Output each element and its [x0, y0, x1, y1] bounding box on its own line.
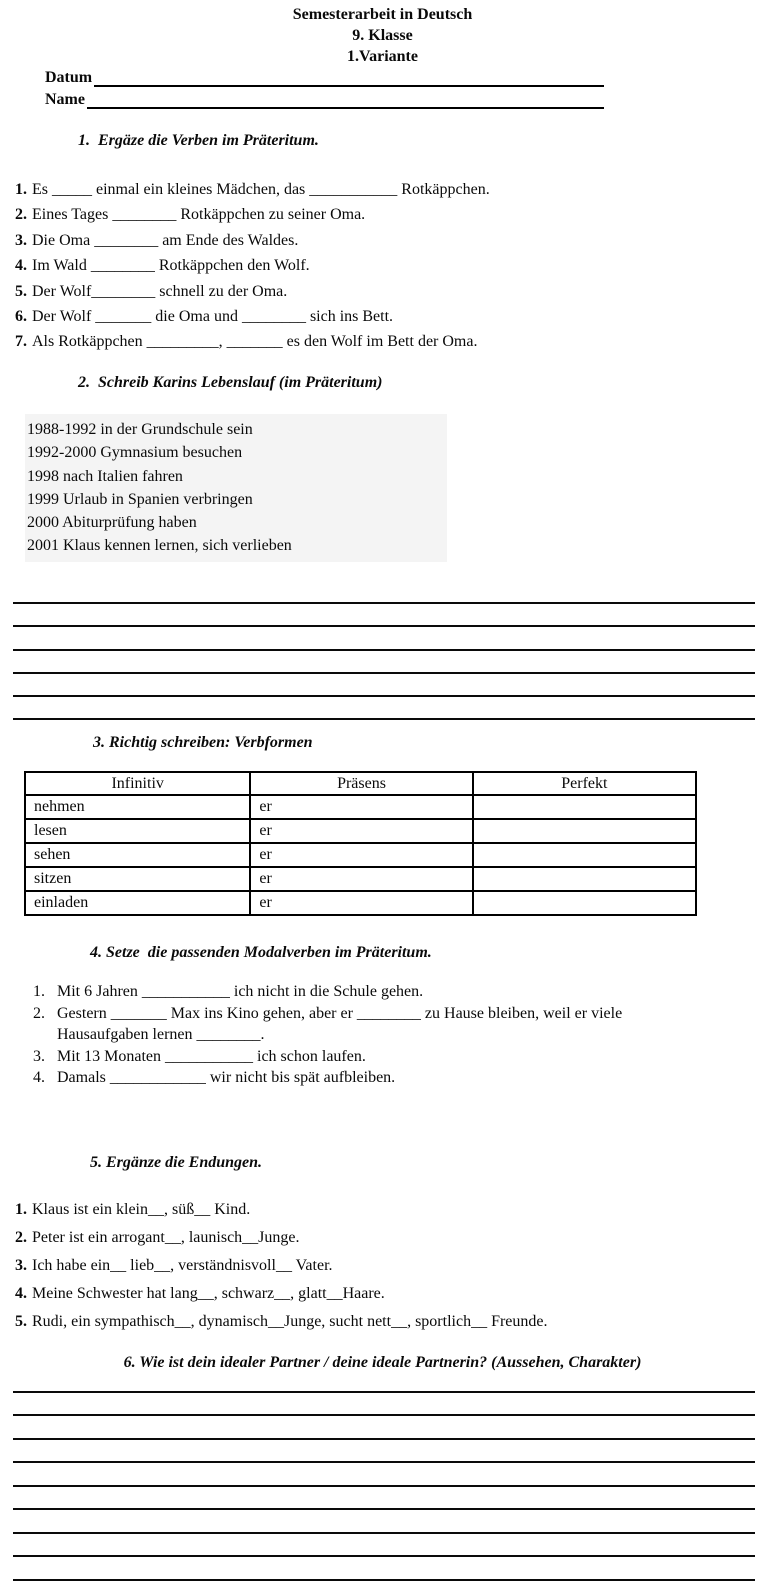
- table-row: [25, 867, 696, 891]
- cell-praesens: er: [250, 867, 472, 891]
- item-number: 2.: [33, 1004, 45, 1022]
- item-text: Mit 6 Jahren ___________ ich nicht in die Schule gehen.: [57, 983, 424, 1000]
- item-number: 1.: [15, 1201, 27, 1218]
- name-label: Name: [45, 91, 85, 108]
- section1-item: [15, 202, 760, 227]
- document-variant: 1.Variante: [347, 48, 418, 65]
- item-text: Rudi, ein sympathisch__, dynamisch__Junge, sucht nett__, sportlich__ Freunde.: [32, 1313, 548, 1330]
- cv-entry: 2001 Klaus kennen lernen, sich verlieben: [27, 537, 292, 555]
- section4-heading: 4. Setze die passenden Modalverben im Präteritum.: [90, 944, 432, 961]
- section5-item: [15, 1196, 760, 1224]
- item-number: 3.: [33, 1047, 45, 1065]
- item-number: 2.: [15, 1229, 27, 1246]
- section4-item: [33, 1067, 755, 1089]
- writing-line: [13, 674, 755, 697]
- writing-line: [13, 627, 755, 650]
- section5-item: [15, 1308, 760, 1336]
- col-header-praesens: Präsens: [250, 772, 472, 795]
- section5-item: [15, 1224, 760, 1252]
- verb-forms-table: [24, 771, 697, 916]
- section4-item: [33, 1003, 755, 1046]
- item-number: 6.: [15, 308, 27, 326]
- section1-item: [15, 177, 760, 202]
- cv-entry: 2000 Abiturprüfung haben: [27, 514, 197, 532]
- section1-item: [15, 329, 760, 354]
- section1-items: [15, 177, 760, 355]
- section4-item: [33, 1046, 755, 1068]
- section1-item: [15, 279, 760, 304]
- section5-item: [15, 1252, 760, 1280]
- item-number: 2.: [15, 206, 27, 224]
- item-text: Der Wolf _______ die Oma und ________ sich ins Bett.: [32, 308, 394, 326]
- table-row: [25, 843, 696, 867]
- writing-line: [13, 1463, 755, 1487]
- cell-praesens: er: [250, 843, 472, 867]
- writing-line: [13, 604, 755, 627]
- item-number: 4.: [15, 257, 27, 275]
- section1-item: [15, 253, 760, 278]
- cell-perfekt: [473, 891, 696, 915]
- item-text: Gestern _______ Max ins Kino gehen, aber er ________ zu Hause bleiben, weil er viele: [57, 1004, 623, 1022]
- document-title: Semesterarbeit in Deutsch: [292, 6, 473, 23]
- item-text: Ich habe ein__ lieb__, verständnisvoll__ Vater.: [32, 1257, 333, 1274]
- item-text: Damals ____________ wir nicht bis spät aufbleiben.: [57, 1069, 396, 1086]
- item-text: Eines Tages ________ Rotkäppchen zu seiner Oma.: [32, 206, 366, 224]
- section1-item: [15, 228, 760, 253]
- table-header-row: [25, 772, 696, 795]
- item-number: 3.: [15, 1257, 27, 1274]
- writing-line: [13, 1416, 755, 1440]
- cv-entry: 1992-2000 Gymnasium besuchen: [27, 444, 243, 462]
- item-number: 7.: [15, 333, 27, 351]
- section6-heading: 6. Wie ist dein idealer Partner / deine ideale Partnerin? (Aussehen, Charakter): [123, 1354, 642, 1371]
- document-grade: 9. Klasse: [352, 27, 413, 44]
- datum-blank-line: [94, 71, 604, 87]
- cell-perfekt: [473, 819, 696, 843]
- cell-perfekt: [473, 795, 696, 819]
- table-row: [25, 795, 696, 819]
- cell-infinitiv: einladen: [25, 891, 250, 915]
- section2-writing-lines: [13, 581, 755, 720]
- section5-items: [15, 1196, 760, 1336]
- cell-infinitiv: sehen: [25, 843, 250, 867]
- writing-line: [13, 1557, 755, 1581]
- section1-item: [15, 304, 760, 329]
- section2-heading: 2. Schreib Karins Lebenslauf (im Präteritum): [78, 374, 383, 391]
- item-number: 1.: [33, 983, 45, 1000]
- writing-line: [13, 697, 755, 720]
- datum-label: Datum: [45, 69, 93, 86]
- item-text: Klaus ist ein klein__, süß__ Kind.: [32, 1201, 251, 1218]
- cell-praesens: er: [250, 795, 472, 819]
- section5-heading: 5. Ergänze die Endungen.: [90, 1154, 263, 1171]
- cell-perfekt: [473, 843, 696, 867]
- writing-line: [13, 651, 755, 674]
- datum-field-row: [45, 69, 604, 87]
- writing-line: [13, 581, 755, 604]
- item-text: Im Wald ________ Rotkäppchen den Wolf.: [32, 257, 310, 275]
- item-text: Es _____ einmal ein kleines Mädchen, das ___________ Rotkäppchen.: [32, 181, 490, 198]
- col-header-infinitiv: Infinitiv: [25, 772, 250, 795]
- cell-perfekt: [473, 867, 696, 891]
- section6-writing-lines: [13, 1369, 755, 1581]
- item-text: Peter ist ein arrogant__, launisch__Junge.: [32, 1229, 300, 1246]
- item-text-continued: Hausaufgaben lernen ________.: [57, 1026, 265, 1043]
- item-number: 5.: [15, 282, 27, 300]
- section5-item: [15, 1280, 760, 1308]
- section1-heading: 1. Ergäze die Verben im Präteritum.: [78, 132, 319, 149]
- cv-entry: 1998 nach Italien fahren: [27, 467, 183, 485]
- writing-line: [13, 1510, 755, 1534]
- item-text: Die Oma ________ am Ende des Waldes.: [32, 231, 299, 249]
- item-text: Als Rotkäppchen _________, _______ es den Wolf im Bett der Oma.: [32, 333, 478, 351]
- item-text: Mit 13 Monaten ___________ ich schon laufen.: [57, 1047, 366, 1065]
- item-text: Der Wolf________ schnell zu der Oma.: [32, 282, 288, 300]
- table-row: [25, 819, 696, 843]
- cell-infinitiv: sitzen: [25, 867, 250, 891]
- col-header-perfekt: Perfekt: [473, 772, 696, 795]
- document-header: [0, 4, 765, 67]
- cv-entry: 1988-1992 in der Grundschule sein: [27, 421, 253, 438]
- item-text: Meine Schwester hat lang__, schwarz__, glatt__Haare.: [32, 1285, 385, 1302]
- name-field-row: [45, 91, 604, 109]
- item-number: 4.: [33, 1069, 45, 1086]
- writing-line: [13, 1487, 755, 1511]
- cell-praesens: er: [250, 819, 472, 843]
- writing-line: [13, 1440, 755, 1464]
- writing-line: [13, 1369, 755, 1393]
- item-number: 1.: [15, 181, 27, 198]
- section3-heading: 3. Richtig schreiben: Verbformen: [93, 734, 313, 751]
- cell-infinitiv: nehmen: [25, 795, 250, 819]
- section4-items: [33, 981, 755, 1089]
- section2-cv-list: [25, 414, 447, 562]
- table-row: [25, 891, 696, 915]
- cell-infinitiv: lesen: [25, 819, 250, 843]
- writing-line: [13, 1534, 755, 1558]
- item-number: 5.: [15, 1313, 27, 1330]
- name-blank-line: [87, 93, 604, 109]
- item-number: 4.: [15, 1285, 27, 1302]
- cv-entry: 1999 Urlaub in Spanien verbringen: [27, 490, 253, 508]
- cell-praesens: er: [250, 891, 472, 915]
- writing-line: [13, 1393, 755, 1417]
- section4-item: [33, 981, 755, 1003]
- item-number: 3.: [15, 231, 27, 249]
